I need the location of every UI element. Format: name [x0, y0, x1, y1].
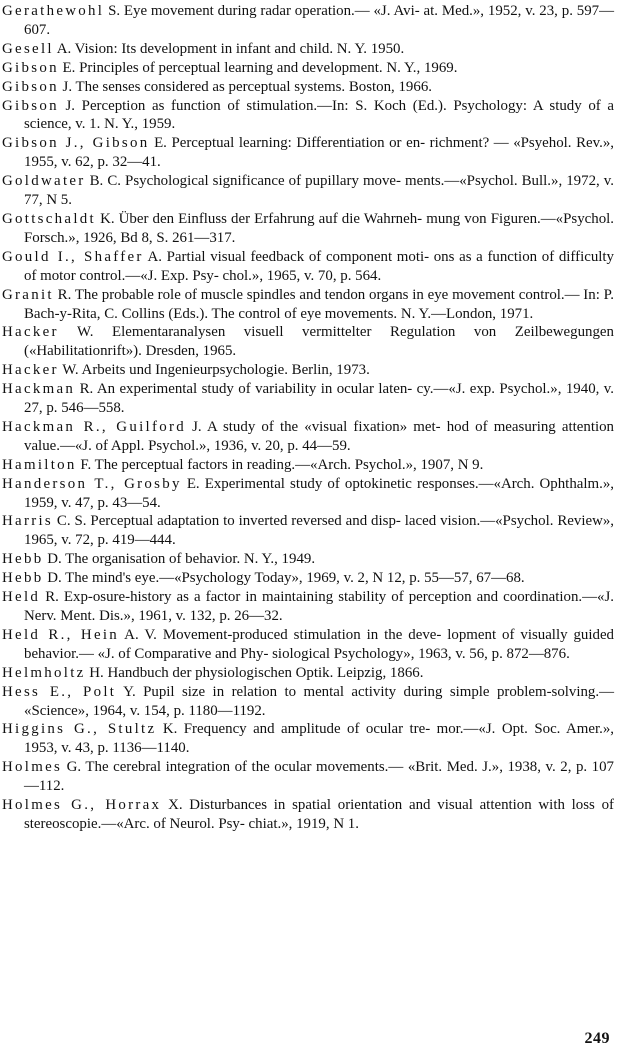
reference-entry — [2, 286, 614, 324]
reference-text: R. An experimental study of variability in ocular laten- cy.—«J. exp. Psychol.», 1940, v. 27, p. 546—558. — [24, 381, 614, 417]
reference-entry — [2, 475, 614, 513]
reference-text: K. Frequency and amplitude of ocular tre- mor.—«J. Opt. Soc. Amer.», 1953, v. 43, p. 1136—1140. — [24, 721, 614, 757]
page-number: 249 — [584, 1030, 610, 1047]
reference-author: Harris — [2, 513, 54, 530]
reference-author: Hacker — [2, 324, 59, 341]
reference-entry — [2, 758, 614, 796]
reference-entry — [2, 796, 614, 834]
reference-text: E. Principles of perceptual learning and development. N. Y., 1969. — [58, 59, 458, 76]
reference-entry — [2, 134, 614, 172]
reference-text: D. The mind's eye.—«Psychology Today», 1969, v. 2, N 12, p. 55—57, 67—68. — [43, 570, 525, 587]
reference-author: Granit — [2, 286, 54, 303]
reference-text: H. Handbuch der physiologischen Optik. Leipzig, 1866. — [85, 664, 424, 681]
reference-text: J. A study of the «visual fixation» met- hod of measuring attention value.—«J. of Appl. Psychol.», 1936, v. 20, p. 44—59. — [24, 418, 614, 454]
reference-entry — [2, 720, 614, 758]
reference-entry — [2, 626, 614, 664]
reference-text: F. The perceptual factors in reading.—«Arch. Psychol.», 1907, N 9. — [76, 456, 484, 473]
reference-entry — [2, 380, 614, 418]
reference-author: Holmes — [2, 759, 63, 776]
reference-entry — [2, 97, 614, 135]
reference-text: R. The probable role of muscle spindles and tendon organs in eye movement control.— In: P. Bach-y-Rita, C. Collins (Eds.). The control of eye movements. N. Y.—London, 1971. — [24, 286, 614, 322]
reference-text: R. Exp-osure-history as a factor in maintaining stability of perception and coordination.—«J. Nerv. Ment. Dis.», 1961, v. 132, p. 26—32. — [24, 589, 614, 624]
reference-author: Handerson T., Grosby — [2, 475, 182, 492]
reference-author: Hamilton — [2, 456, 77, 473]
reference-text: D. The organisation of behavior. N. Y., 1949. — [43, 551, 316, 568]
reference-author: Helmholtz — [2, 664, 86, 681]
reference-entry — [2, 172, 614, 210]
reference-author: Goldwater — [2, 173, 86, 190]
reference-entry — [2, 2, 614, 40]
reference-text: J. Perception as function of stimulation.—In: S. Koch (Ed.). Psychology: A study of a science, v. 1. N. Y., 1959. — [24, 97, 614, 133]
reference-text: K. Über den Einfluss der Erfahrung auf die Wahrneh- mung von Figuren.—«Psychol. Forsch.», 1926, Bd 8, S. 261—317. — [24, 210, 614, 246]
reference-author: Hess E., Polt — [2, 683, 117, 700]
reference-entry — [2, 40, 614, 59]
reference-author: Gibson J., Gibson — [2, 135, 150, 152]
bibliography-list — [2, 2, 614, 834]
reference-text: E. Perceptual learning: Differentiation or en- richment? — «Psyehol. Rev.», 1955, v. 62, p. 32—41. — [24, 135, 614, 171]
reference-entry — [2, 248, 614, 286]
reference-author: Held R., Hein — [2, 626, 120, 643]
reference-text: A. Partial visual feedback of component moti- ons as a function of difficulty of motor control.—«J. Exp. Psy- chol.», 1965, v. 70, p. 564. — [24, 248, 614, 284]
reference-text: Y. Pupil size in relation to mental activity during simple problem-solving.— «Science», 1964, v. 154, p. 1180—1192. — [24, 683, 614, 719]
reference-author: Gottschaldt — [2, 210, 96, 227]
reference-author: Gesell — [2, 40, 54, 57]
reference-text: W. Elementaranalysen visuell vermittelter Regulation von Zeilbewegungen («Habilitationrift»). Dresden, 1965. — [24, 324, 614, 360]
reference-entry — [2, 59, 614, 78]
reference-entry — [2, 664, 614, 683]
reference-text: J. The senses considered as perceptual systems. Boston, 1966. — [58, 78, 432, 95]
reference-author: Hacker — [2, 362, 59, 379]
reference-entry — [2, 323, 614, 361]
reference-entry — [2, 512, 614, 550]
reference-author: Gibson — [2, 97, 59, 114]
reference-entry — [2, 210, 614, 248]
reference-entry — [2, 361, 614, 380]
reference-text: G. The cerebral integration of the ocular movements.— «Brit. Med. J.», 1938, v. 2, p. 107—112. — [24, 759, 614, 795]
reference-text: S. Eye movement during radar operation.— «J. Avi- at. Med.», 1952, v. 23, p. 597—607. — [24, 3, 614, 38]
reference-text: A. V. Movement-produced stimulation in the deve- lopment of visually guided behavior.— «J. of Comparative and Phy- siological Psychology», 1963, v. 56, p. 872—876. — [24, 626, 614, 662]
reference-entry — [2, 588, 614, 626]
reference-author: Hebb — [2, 551, 44, 568]
reference-entry — [2, 456, 614, 475]
reference-author: Higgins G., Stultz — [2, 721, 157, 738]
reference-author: Hackman R., Guilford — [2, 418, 186, 435]
reference-author: Holmes G., Horrax — [2, 797, 162, 814]
reference-author: Hackman — [2, 381, 76, 398]
reference-author: Gerathewohl — [2, 3, 105, 19]
reference-author: Held — [2, 589, 41, 606]
reference-entry — [2, 569, 614, 588]
reference-text: E. Experimental study of optokinetic responses.—«Arch. Ophthalm.», 1959, v. 47, p. 43—54. — [24, 475, 614, 511]
reference-text: X. Disturbances in spatial orientation and visual attention with loss of stereoscopie.—«Arc. of Neurol. Psy- chiat.», 1919, N 1. — [24, 797, 614, 832]
reference-entry — [2, 418, 614, 456]
reference-text: C. S. Perceptual adaptation to inverted reversed and disp- laced vision.—«Psychol. Review», 1965, v. 72, p. 419—444. — [24, 513, 614, 549]
reference-text: B. C. Psychological significance of pupillary move- ments.—«Psychol. Bull.», 1972, v. 77, N 5. — [24, 173, 614, 209]
reference-text: W. Arbeits und Ingenieurpsychologie. Berlin, 1973. — [58, 362, 370, 379]
reference-entry — [2, 78, 614, 97]
reference-entry — [2, 683, 614, 721]
reference-entry — [2, 550, 614, 569]
reference-author: Gibson — [2, 78, 59, 95]
reference-author: Hebb — [2, 570, 44, 587]
reference-text: A. Vision: Its development in infant and child. N. Y. 1950. — [53, 40, 405, 57]
reference-author: Gould I., Shaffer — [2, 248, 144, 265]
reference-author: Gibson — [2, 59, 59, 76]
